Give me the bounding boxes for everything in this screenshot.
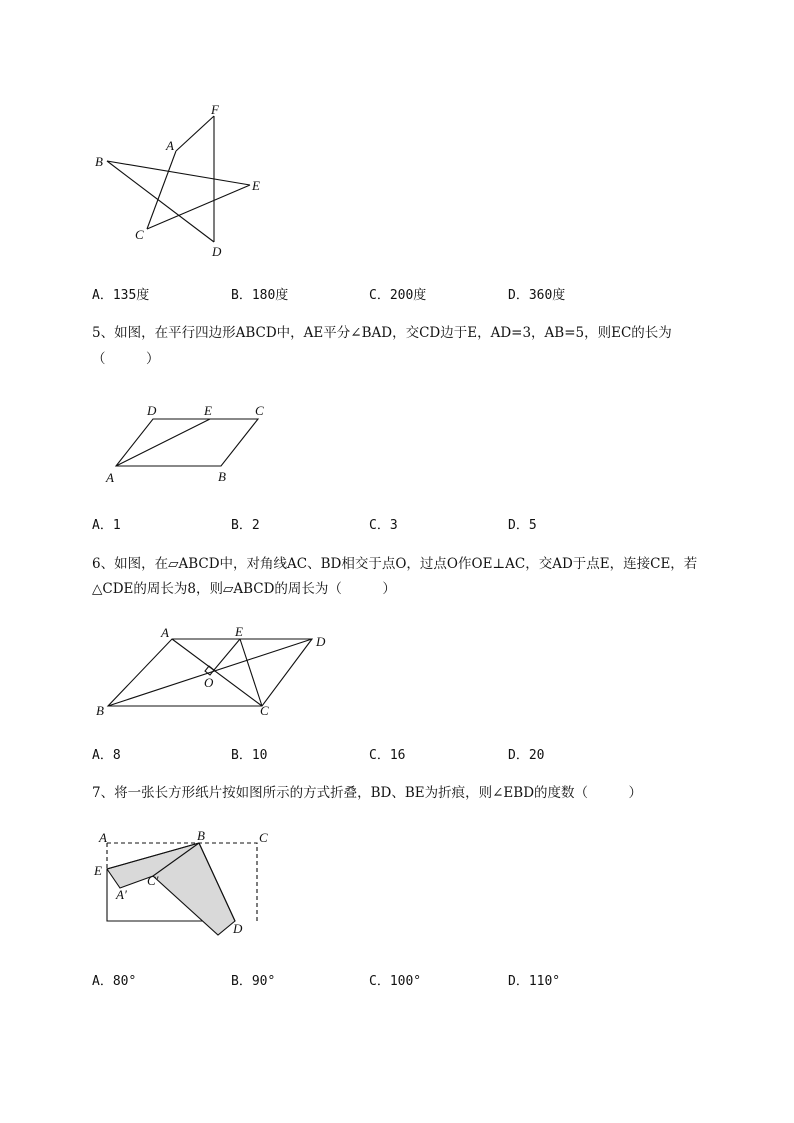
- q6-line-OE: [214, 639, 240, 670]
- q5-line-AE: [116, 419, 210, 466]
- q6-label-O: O: [204, 675, 214, 690]
- q6-line-CE: [240, 639, 262, 706]
- q4-label-F: F: [211, 102, 219, 117]
- q4-line-CE: [147, 185, 250, 229]
- q6-label-A: A: [161, 625, 169, 640]
- q6-option-c[interactable]: C．16: [369, 748, 406, 763]
- q4-option-d[interactable]: D．360度: [508, 288, 566, 303]
- q6-option-a[interactable]: A．8: [92, 748, 121, 763]
- q4-line-EB: [107, 161, 250, 185]
- q4-line-AC: [147, 151, 176, 229]
- q5-question-line1: 5、如图，在平行四边形ABCD中，AE平分∠BAD，交CD边于E，AD=3，AB=5，则EC的长为: [92, 325, 672, 341]
- q6-label-E: E: [235, 624, 243, 639]
- q4-option-a[interactable]: A．135度: [92, 288, 150, 303]
- q4-label-E: E: [252, 178, 260, 193]
- q5-label-E: E: [204, 403, 212, 418]
- q5-label-B: B: [218, 469, 226, 484]
- q4-option-b[interactable]: B．180度: [231, 288, 289, 303]
- q5-option-a[interactable]: A．1: [92, 518, 121, 533]
- q7-label-D: D: [233, 921, 243, 936]
- q7-label-A: A: [99, 830, 107, 845]
- q4-line-BD: [107, 161, 214, 242]
- q6-label-D: D: [316, 634, 326, 649]
- q7-label-B: B: [197, 828, 205, 843]
- q4-label-B: B: [95, 154, 103, 169]
- q6-diagonal-BD: [108, 639, 312, 706]
- q4-option-c[interactable]: C．200度: [369, 288, 427, 303]
- q5-option-c[interactable]: C．3: [369, 518, 398, 533]
- q5-parallelogram: [116, 419, 258, 466]
- q6-diagonal-AC: [172, 639, 262, 706]
- q7-label-E: E: [94, 863, 102, 878]
- q7-option-d[interactable]: D．110°: [508, 974, 561, 989]
- q6-question-line1: 6、如图，在▱ABCD中，对角线AC、BD相交于点O，过点O作OE⊥AC，交AD于点E，连接CE，若: [92, 556, 698, 572]
- q6-label-B: B: [96, 703, 104, 718]
- q4-label-D: D: [212, 244, 222, 259]
- q4-figure: [90, 100, 280, 265]
- q7-figure: [90, 828, 280, 943]
- q5-question-line2: （ ）: [92, 351, 160, 367]
- q5-option-b[interactable]: B．2: [231, 518, 260, 533]
- q6-option-d[interactable]: D．20: [508, 748, 545, 763]
- q5-label-C: C: [255, 403, 264, 418]
- q7-option-c[interactable]: C．100°: [369, 974, 422, 989]
- q7-label-A-prime: A′: [116, 887, 127, 902]
- q7-question-line1: 7、将一张长方形纸片按如图所示的方式折叠，BD、BE为折痕，则∠EBD的度数（ ）: [92, 785, 643, 801]
- q6-label-C: C: [260, 703, 269, 718]
- q6-option-b[interactable]: B．10: [231, 748, 268, 763]
- q4-line-AF: [176, 116, 214, 151]
- q7-label-C-prime: C′: [147, 873, 159, 888]
- q7-option-b[interactable]: B．90°: [231, 974, 276, 989]
- q4-label-C: C: [135, 227, 144, 242]
- q7-label-C: C: [259, 830, 268, 845]
- q6-question-line2: △CDE的周长为8，则▱ABCD的周长为（ ）: [92, 581, 396, 597]
- q4-label-A: A: [166, 138, 174, 153]
- q5-label-A: A: [106, 470, 114, 485]
- q5-option-d[interactable]: D．5: [508, 518, 537, 533]
- q5-label-D: D: [147, 403, 157, 418]
- q5-figure: [100, 400, 280, 490]
- q6-figure: [90, 620, 340, 720]
- q7-option-a[interactable]: A．80°: [92, 974, 137, 989]
